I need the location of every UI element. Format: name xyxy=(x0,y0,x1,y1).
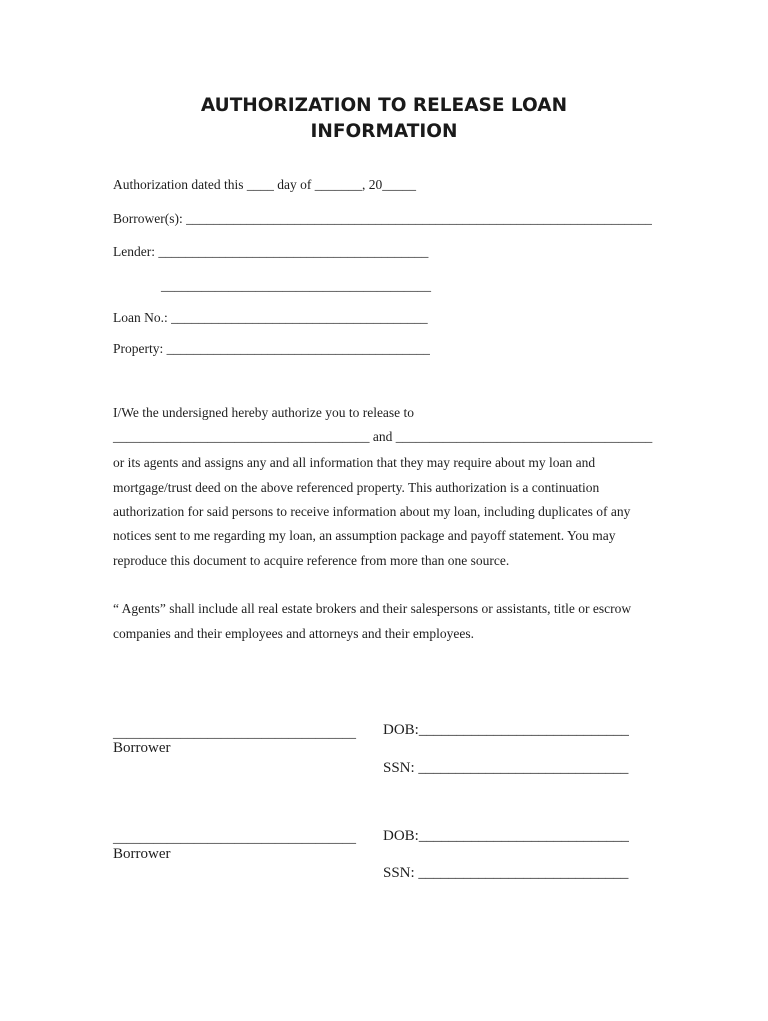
lender-field: Lender: ________________________________________ xyxy=(113,244,429,259)
agents-definition-line-1: “ Agents” shall include all real estate brokers and their salespersons or assistants, title or escrow xyxy=(113,601,632,616)
body-line-2: mortgage/trust deed on the above referenced property. This authorization is a continuation xyxy=(113,480,600,495)
body-line-1: or its agents and assigns any and all information that they may require about my loan and xyxy=(113,455,596,470)
loan-number-field: Loan No.: ______________________________________ xyxy=(113,310,428,325)
borrower-2-label: Borrower xyxy=(113,846,171,862)
borrowers-field: Borrower(s): _____________________________________________________________________ xyxy=(113,211,652,226)
borrower-1-dob-field: DOB:____________________________ xyxy=(383,722,629,738)
authorization-date-field: Authorization dated this ____ day of _______, 20_____ xyxy=(113,177,416,192)
authorization-intro: I/We the undersigned hereby authorize you to release to xyxy=(113,405,415,420)
borrower-1-ssn-field: SSN: ____________________________ xyxy=(383,760,629,776)
property-field: Property: _______________________________________ xyxy=(113,341,430,356)
lender-continuation-field: ________________________________________ xyxy=(161,278,431,293)
borrower-2-signature-line: ____________________________________ xyxy=(113,830,356,845)
document-title-line-1: AUTHORIZATION TO RELEASE LOAN xyxy=(200,95,568,116)
document-title-line-2: INFORMATION xyxy=(310,121,458,142)
body-line-5: reproduce this document to acquire reference from more than one source. xyxy=(113,553,510,568)
body-line-4: notices sent to me regarding my loan, an assumption package and payoff statement. You may xyxy=(113,528,616,543)
borrower-1-signature-line: ____________________________________ xyxy=(113,725,356,740)
borrower-2-dob-field: DOB:____________________________ xyxy=(383,828,629,844)
body-line-3: authorization for said persons to receive information about my loan, including duplicates of any xyxy=(113,504,631,519)
recipients-field: ______________________________________ and ______________________________________ xyxy=(113,429,653,444)
borrower-2-ssn-field: SSN: ____________________________ xyxy=(383,865,629,881)
borrower-1-label: Borrower xyxy=(113,740,171,756)
agents-definition-line-2: companies and their employees and attorneys and their employees. xyxy=(113,626,475,641)
